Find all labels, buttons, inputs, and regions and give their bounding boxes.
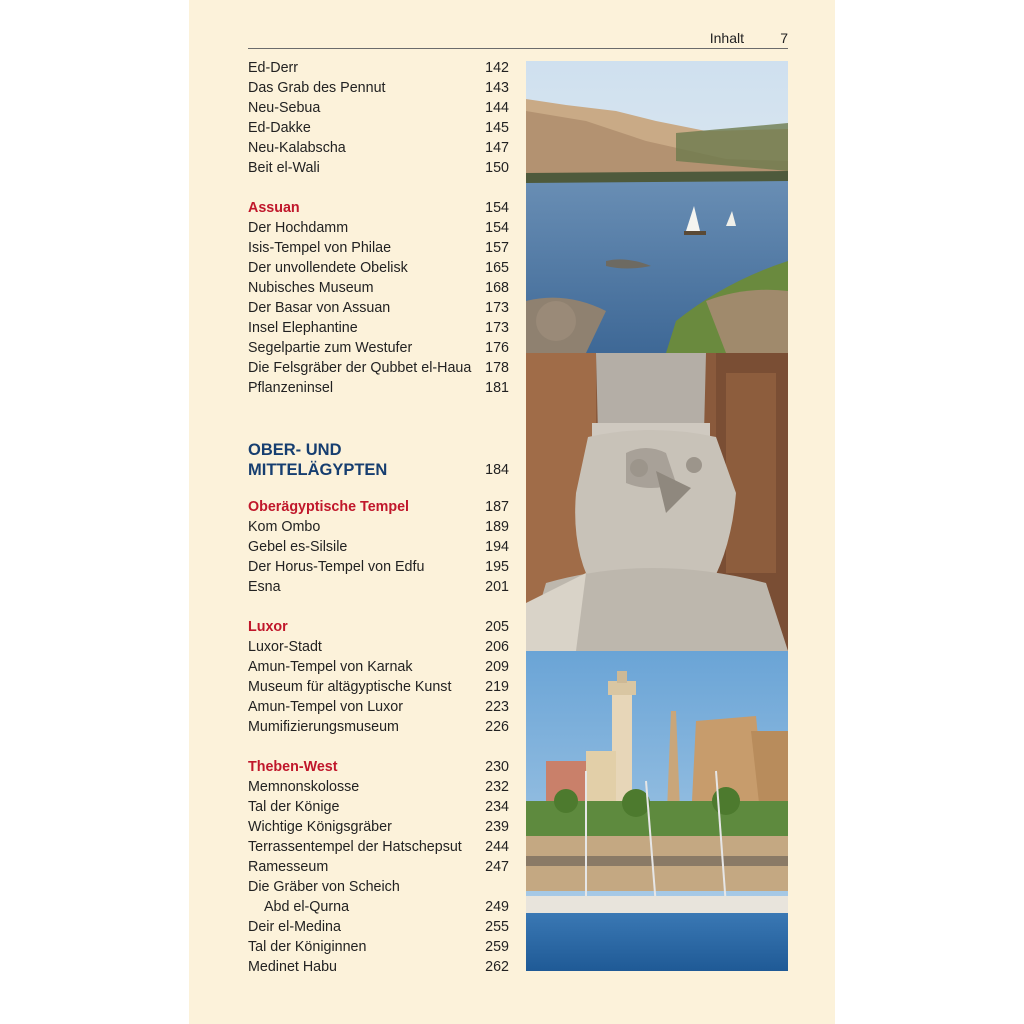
toc-title: Die Gräber von Scheich xyxy=(248,879,400,895)
toc-title: OBER- UND MITTELÄGYPTEN xyxy=(248,441,388,479)
toc-page-number: 157 xyxy=(485,240,509,256)
toc-entry[interactable] xyxy=(248,78,509,98)
toc-section[interactable] xyxy=(248,198,509,218)
toc-title: Amun-Tempel von Luxor xyxy=(248,699,403,715)
toc-title: Wichtige Königsgräber xyxy=(248,819,392,835)
toc-entry[interactable] xyxy=(248,338,509,358)
toc-title: Amun-Tempel von Karnak xyxy=(248,659,413,675)
toc-entry[interactable] xyxy=(248,218,509,238)
toc-spacer xyxy=(248,398,509,440)
toc-title: Theben-West xyxy=(248,759,338,775)
toc-page-number: 154 xyxy=(485,200,509,216)
toc-title: Oberägyptische Tempel xyxy=(248,499,410,515)
toc-title: Mumifizierungsmuseum xyxy=(248,719,399,735)
toc-entry[interactable] xyxy=(248,837,509,857)
toc-title: Tal der Königinnen xyxy=(248,939,367,955)
toc-title: Neu-Sebua xyxy=(248,100,321,116)
toc-entry[interactable] xyxy=(248,258,509,278)
toc-page-number: 219 xyxy=(485,679,509,695)
toc-entry[interactable] xyxy=(248,777,509,797)
toc-page-number: 234 xyxy=(485,799,509,815)
toc-page-number: 255 xyxy=(485,919,509,935)
toc-chapter[interactable] xyxy=(248,440,509,480)
toc-spacer xyxy=(248,737,509,757)
toc-entry[interactable] xyxy=(248,817,509,837)
toc-title: Luxor xyxy=(248,619,288,635)
table-of-contents xyxy=(248,58,509,977)
toc-title: Esna xyxy=(248,579,281,595)
toc-entry[interactable] xyxy=(248,537,509,557)
toc-title: Nubisches Museum xyxy=(248,280,374,296)
toc-page-number: 230 xyxy=(485,759,509,775)
toc-page-number: 201 xyxy=(485,579,509,595)
toc-title: Pflanzeninsel xyxy=(248,380,334,396)
toc-entry[interactable] xyxy=(248,58,509,78)
toc-spacer xyxy=(248,597,509,617)
toc-page-number: 226 xyxy=(485,719,509,735)
toc-entry[interactable] xyxy=(248,378,509,398)
toc-entry[interactable] xyxy=(248,358,509,378)
toc-title: Das Grab des Pennut xyxy=(248,80,386,96)
toc-section[interactable] xyxy=(248,617,509,637)
toc-title: Assuan xyxy=(248,200,300,216)
toc-page-number: 244 xyxy=(485,839,509,855)
toc-page-number: 173 xyxy=(485,320,509,336)
toc-page-number: 165 xyxy=(485,260,509,276)
header-label: Inhalt xyxy=(709,30,744,46)
toc-page-number: 143 xyxy=(485,80,509,96)
toc-entry[interactable] xyxy=(248,278,509,298)
toc-page-number: 144 xyxy=(485,100,509,116)
toc-page-number: 206 xyxy=(485,639,509,655)
toc-entry[interactable] xyxy=(248,298,509,318)
toc-title: Ramesseum xyxy=(248,859,329,875)
toc-page-number: 194 xyxy=(485,539,509,555)
toc-title: Tal der Könige xyxy=(248,799,340,815)
toc-entry[interactable] xyxy=(248,118,509,138)
toc-entry[interactable] xyxy=(248,238,509,258)
toc-entry[interactable] xyxy=(248,657,509,677)
toc-title: Museum für altägyptische Kunst xyxy=(248,679,452,695)
toc-entry[interactable] xyxy=(248,797,509,817)
toc-entry[interactable] xyxy=(248,717,509,737)
toc-title: Isis-Tempel von Philae xyxy=(248,240,392,256)
toc-page-number: 147 xyxy=(485,140,509,156)
toc-page-number: 249 xyxy=(485,899,509,915)
toc-title: Der Hochdamm xyxy=(248,220,349,236)
toc-page-number: 184 xyxy=(485,462,509,478)
toc-page-number: 232 xyxy=(485,779,509,795)
toc-entry[interactable] xyxy=(248,697,509,717)
toc-entry[interactable] xyxy=(248,517,509,537)
toc-entry[interactable] xyxy=(248,637,509,657)
toc-title: Neu-Kalabscha xyxy=(248,140,346,156)
toc-entry[interactable] xyxy=(248,677,509,697)
toc-page-number: 247 xyxy=(485,859,509,875)
toc-entry[interactable] xyxy=(248,877,509,897)
toc-page-number: 173 xyxy=(485,300,509,316)
running-head xyxy=(248,30,788,49)
toc-page-number: 150 xyxy=(485,160,509,176)
toc-spacer xyxy=(248,178,509,198)
toc-title: Der unvollendete Obelisk xyxy=(248,260,408,276)
toc-title: Deir el-Medina xyxy=(248,919,341,935)
toc-page-number: 195 xyxy=(485,559,509,575)
toc-entry[interactable] xyxy=(248,158,509,178)
toc-entry[interactable] xyxy=(248,577,509,597)
toc-title: Gebel es-Silsile xyxy=(248,539,348,555)
toc-entry[interactable] xyxy=(248,138,509,158)
toc-title: Segelpartie zum Westufer xyxy=(248,340,413,356)
toc-page-number: 168 xyxy=(485,280,509,296)
photo-luxor-waterfront xyxy=(526,651,788,971)
toc-page-number: 239 xyxy=(485,819,509,835)
toc-entry[interactable] xyxy=(248,897,509,917)
toc-entry[interactable] xyxy=(248,937,509,957)
toc-title: Terrassentempel der Hatschepsut xyxy=(248,839,462,855)
toc-page-number: 187 xyxy=(485,499,509,515)
toc-title: Ed-Derr xyxy=(248,60,299,76)
photo-horus-statue xyxy=(526,353,788,651)
toc-title: Ed-Dakke xyxy=(248,120,311,136)
toc-title: Der Basar von Assuan xyxy=(248,300,391,316)
toc-page-number: 178 xyxy=(485,360,509,376)
toc-title: Die Felsgräber der Qubbet el-Haua xyxy=(248,360,472,376)
toc-section[interactable] xyxy=(248,757,509,777)
toc-entry[interactable] xyxy=(248,957,509,977)
toc-title: Beit el-Wali xyxy=(248,160,320,176)
toc-entry[interactable] xyxy=(248,857,509,877)
toc-page-number: 262 xyxy=(485,959,509,975)
toc-title: Luxor-Stadt xyxy=(248,639,322,655)
toc-title: Kom Ombo xyxy=(248,519,321,535)
toc-title: Der Horus-Tempel von Edfu xyxy=(248,559,425,575)
toc-page-number: 145 xyxy=(485,120,509,136)
toc-title: Memnonskolosse xyxy=(248,779,360,795)
toc-entry[interactable] xyxy=(248,98,509,118)
toc-page-number: 209 xyxy=(485,659,509,675)
toc-entry[interactable] xyxy=(248,557,509,577)
toc-section[interactable] xyxy=(248,497,509,517)
toc-title: Insel Elephantine xyxy=(248,320,358,336)
page-number: 7 xyxy=(780,30,788,46)
toc-page-number: 259 xyxy=(485,939,509,955)
toc-page-number: 142 xyxy=(485,60,509,76)
toc-title: Abd el-Qurna xyxy=(264,899,350,915)
toc-page-number: 181 xyxy=(485,380,509,396)
toc-entry[interactable] xyxy=(248,917,509,937)
toc-page-number: 205 xyxy=(485,619,509,635)
photo-aswan-nile xyxy=(526,61,788,353)
toc-page-number: 223 xyxy=(485,699,509,715)
toc-entry[interactable] xyxy=(248,318,509,338)
toc-title: Medinet Habu xyxy=(248,959,338,975)
toc-page-number: 189 xyxy=(485,519,509,535)
toc-spacer xyxy=(248,480,509,497)
toc-page-number: 176 xyxy=(485,340,509,356)
toc-page-number: 154 xyxy=(485,220,509,236)
